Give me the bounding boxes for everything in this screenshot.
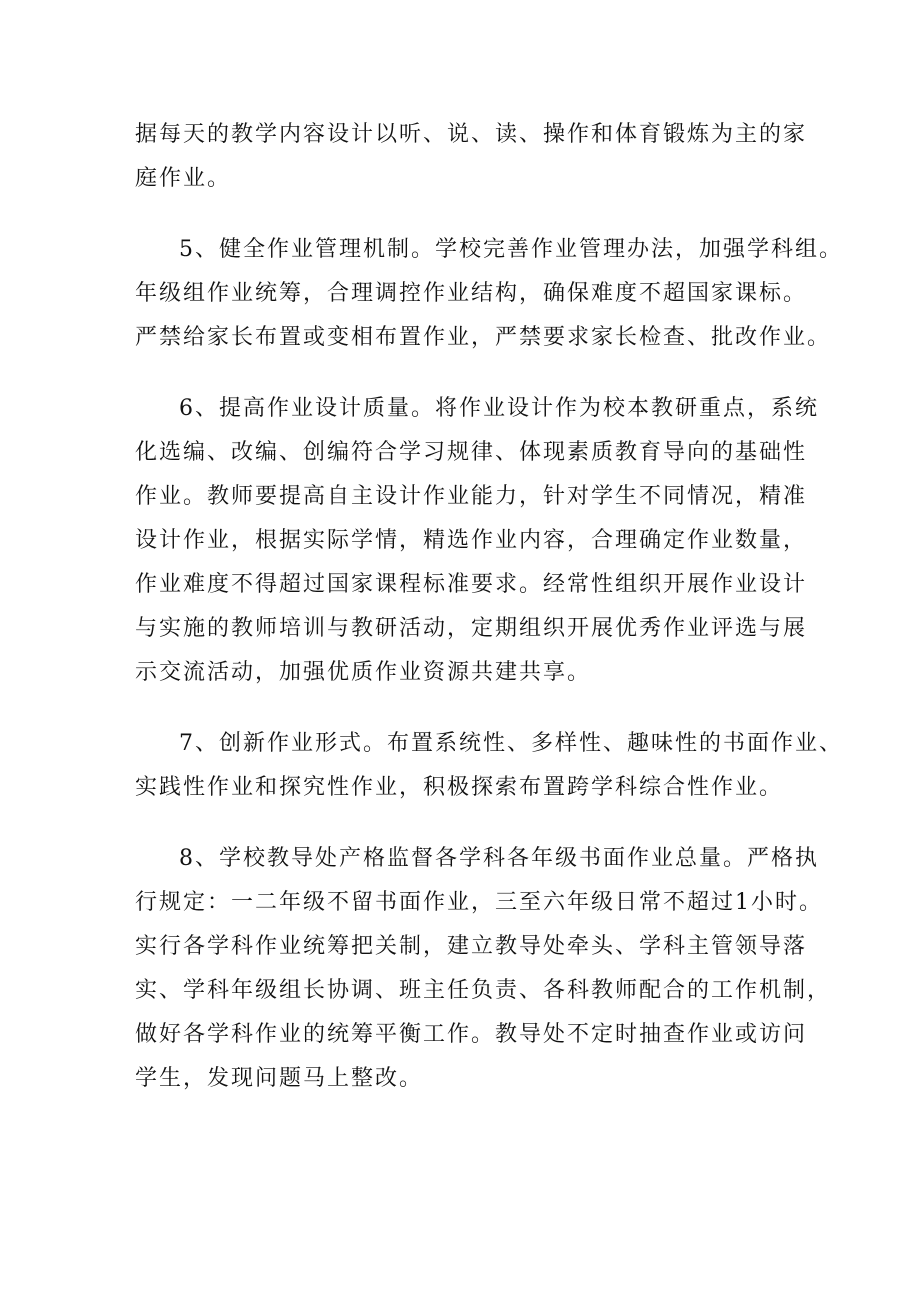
text-line: 学生，发现问题马上整改。: [135, 1066, 424, 1091]
text-line: 严禁给家长布置或变相布置作业，严禁要求家长检查、批改作业。: [135, 325, 832, 350]
text-line: 设计作业，根据实际学情，精选作业内容，合理确定作业数量，: [135, 528, 808, 553]
text-line: 化选编、改编、创编符合学习规律、体现素质教育导向的基础性: [135, 440, 808, 465]
text-line: 年级组作业统筹，合理调控作业结构，确保难度不超国家课标。: [135, 281, 808, 306]
text-line: 实行各学科作业统筹把关制，建立教导处牵头、学科主管领导落: [135, 934, 808, 959]
text-line: 做好各学科作业的统筹平衡工作。教导处不定时抽查作业或访问: [135, 1022, 808, 1047]
document-body: [135, 113, 843, 1101]
text-line: 示交流活动，加强优质作业资源共建共享。: [135, 660, 592, 685]
paragraph-8: [135, 837, 832, 1101]
paragraph-6: [135, 387, 819, 695]
text-line: 作业难度不得超过国家课程标准要求。经常性组织开展作业设计: [135, 572, 808, 597]
text-line: 6、提高作业设计质量。将作业设计作为校本教研重点，系统: [179, 396, 819, 421]
text-line: 5、健全作业管理机制。学校完善作业管理办法，加强学科组。: [179, 237, 843, 262]
text-line: 与实施的教师培训与教研活动，定期组织开展优秀作业评选与展: [135, 616, 808, 641]
text-line: 行规定：一二年级不留书面作业，三至六年级日常不超过1小时。: [135, 890, 823, 915]
text-line: 作业。教师要提高自主设计作业能力，针对学生不同情况，精准: [135, 484, 808, 509]
paragraph-7: [135, 722, 843, 810]
paragraph-continuation: [135, 113, 808, 201]
text-line: 据每天的教学内容设计以听、说、读、操作和体育锻炼为主的家: [135, 122, 808, 147]
text-line: 8、学校教导处产格监督各学科各年级书面作业总量。严格执: [179, 846, 819, 871]
text-line: 7、创新作业形式。布置系统性、多样性、趣味性的书面作业、: [179, 731, 843, 756]
text-line: 实、学科年级组长协调、班主任负责、各科教师配合的工作机制，: [135, 978, 832, 1003]
text-line: 实践性作业和探究性作业，积极探索布置跨学科综合性作业。: [135, 775, 784, 800]
paragraph-5: [135, 228, 843, 360]
text-line: 庭作业。: [135, 166, 232, 191]
